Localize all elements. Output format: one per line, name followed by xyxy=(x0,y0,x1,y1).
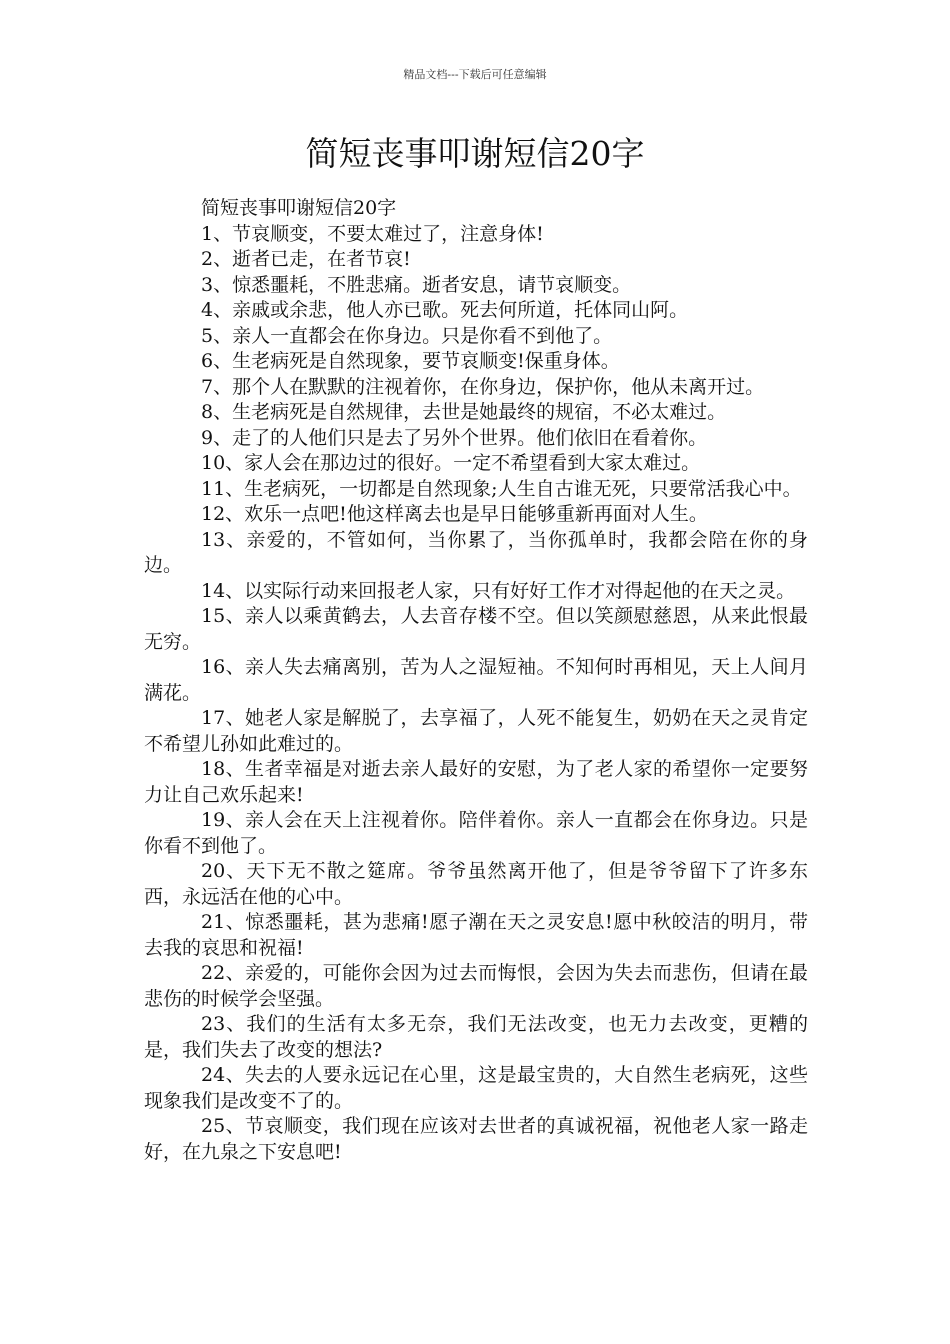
paragraph: 3、惊悉噩耗，不胜悲痛。逝者安息，请节哀顺变。 xyxy=(201,273,632,296)
paragraph: 简短丧事叩谢短信20字 xyxy=(201,197,397,219)
paragraph: 1、节哀顺变，不要太难过了，注意身体! xyxy=(201,222,544,245)
paragraph: 23、我们的生活有太多无奈，我们无法改变，也无力去改变，更糟的是，我们失去了改变的想法? xyxy=(144,1013,808,1061)
paragraph: 12、欢乐一点吧!他这样离去也是早日能够重新再面对人生。 xyxy=(201,503,708,525)
paragraph: 5、亲人一直都会在你身边。只是你看不到他了。 xyxy=(201,324,613,347)
paragraph: 25、节哀顺变，我们现在应该对去世者的真诚祝福，祝他老人家一路走好，在九泉之下安息吧! xyxy=(144,1115,808,1163)
paragraph: 13、亲爱的，不管如何，当你累了，当你孤单时，我都会陪在你的身边。 xyxy=(144,528,808,576)
paragraph: 17、她老人家是解脱了，去享福了，人死不能复生，奶奶在天之灵肯定不希望儿孙如此难过的。 xyxy=(144,707,808,755)
paragraph: 24、失去的人要永远记在心里，这是最宝贵的，大自然生老病死，这些现象我们是改变不了的。 xyxy=(144,1064,808,1112)
paragraph: 9、走了的人他们只是去了另外个世界。他们依旧在看着你。 xyxy=(201,426,708,449)
document-body xyxy=(144,196,808,1165)
paragraph: 19、亲人会在天上注视着你。陪伴着你。亲人一直都会在你身边。只是你看不到他了。 xyxy=(144,809,808,857)
document-title: 简短丧事叩谢短信20字 xyxy=(305,134,645,173)
paragraph: 20、天下无不散之筵席。爷爷虽然离开他了，但是爷爷留下了许多东西，永远活在他的心中。 xyxy=(144,860,808,908)
paragraph: 16、亲人失去痛离别，苦为人之湿短袖。不知何时再相见，天上人间月满花。 xyxy=(144,656,808,704)
paragraph: 4、亲戚或余悲，他人亦已歌。死去何所道，托体同山阿。 xyxy=(201,299,689,321)
paragraph: 8、生老病死是自然规律，去世是她最终的规宿，不必太难过。 xyxy=(201,401,727,423)
paragraph: 22、亲爱的，可能你会因为过去而悔恨，会因为失去而悲伤，但请在最悲伤的时候学会坚强。 xyxy=(144,962,808,1010)
paragraph: 6、生老病死是自然现象，要节哀顺变!保重身体。 xyxy=(201,350,620,372)
paragraph: 14、以实际行动来回报老人家，只有好好工作才对得起他的在天之灵。 xyxy=(201,579,796,602)
paragraph: 2、逝者已走，在者节哀! xyxy=(201,248,411,270)
paragraph: 18、生者幸福是对逝去亲人最好的安慰，为了老人家的希望你一定要努力让自己欢乐起来! xyxy=(144,758,808,806)
paragraph: 21、惊悉噩耗，甚为悲痛!愿子潮在天之灵安息!愿中秋皎洁的明月，带去我的哀思和祝福! xyxy=(144,911,808,959)
paragraph: 7、那个人在默默的注视着你，在你身边，保护你，他从未离开过。 xyxy=(201,375,765,398)
paragraph: 11、生老病死，一切都是自然现象;人生自古谁无死，只要常活我心中。 xyxy=(201,477,802,500)
paragraph: 15、亲人以乘黄鹤去，人去音存楼不空。但以笑颜慰慈恩，从来此恨最无穷。 xyxy=(144,605,808,653)
paragraph: 10、家人会在那边过的很好。一定不希望看到大家太难过。 xyxy=(201,452,701,474)
header-note: 精品文档---下载后可任意编辑 xyxy=(403,68,547,81)
